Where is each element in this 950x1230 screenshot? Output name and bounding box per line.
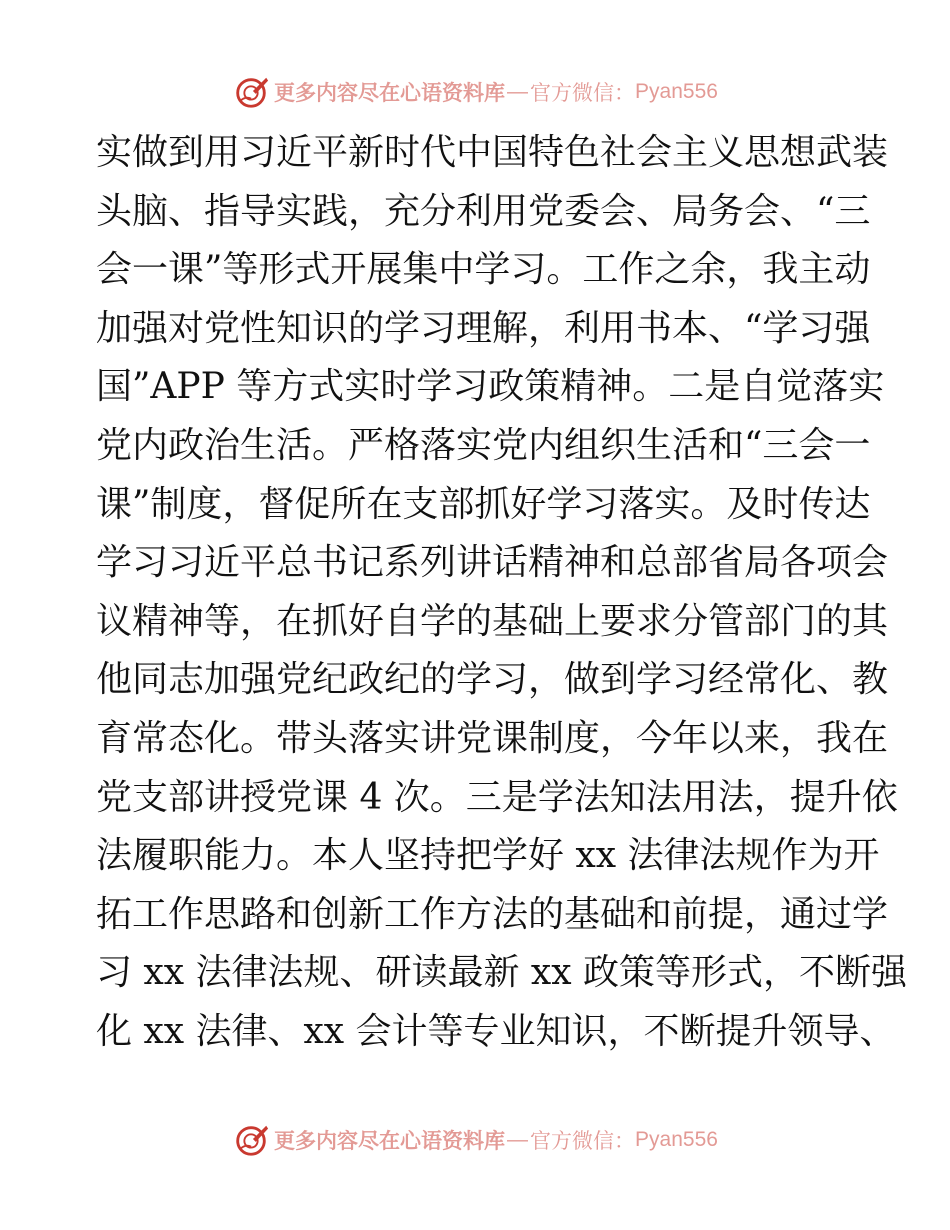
watermark-account: Pyan556: [635, 80, 718, 103]
body-line-12: 党支部讲授党课 4 次。三是学法知法用法，提升依: [96, 776, 898, 818]
watermark-dash: —: [507, 80, 529, 103]
watermark-official-label: 官方微信：: [530, 1129, 636, 1153]
body-line-8: 学习习近平总书记系列讲话精神和总部省局各项会: [96, 542, 889, 584]
body-line-11: 育常态化。带头落实讲党课制度，今年以来，我在: [96, 717, 889, 759]
body-line-2: 头脑、指导实践，充分利用党委会、局务会、“三: [96, 190, 871, 232]
body-line-16: 化 xx 法律、xx 会计等专业知识，不断提升领导、: [96, 1010, 896, 1052]
footer-watermark: [0, 1120, 950, 1160]
body-line-14: 拓工作思路和创新工作方法的基础和前提，通过学: [96, 893, 889, 935]
body-line-5: 国”APP 等方式实时学习政策精神。二是自觉落实: [96, 366, 885, 408]
document-body: [96, 124, 907, 1062]
body-line-15: 习 xx 法律法规、研读最新 xx 政策等形式，不断强: [96, 952, 907, 994]
pen-circle-logo-icon: [232, 1121, 270, 1159]
header-watermark: [0, 72, 950, 112]
watermark-account: Pyan556: [635, 1128, 718, 1151]
body-line-3: 会一课”等形式开展集中学习。工作之余，我主动: [96, 249, 871, 291]
watermark-dash: —: [507, 1128, 529, 1151]
watermark-brand: 更多内容尽在心语资料库: [274, 80, 506, 105]
body-line-9: 议精神等，在抓好自学的基础上要求分管部门的其: [96, 600, 889, 642]
body-line-7: 课”制度，督促所在支部抓好学习落实。及时传达: [96, 483, 871, 525]
body-line-6: 党内政治生活。严格落实党内组织生活和“三会一: [96, 424, 871, 466]
body-line-4: 加强对党性知识的学习理解，利用书本、“学习强: [96, 307, 871, 349]
body-line-13: 法履职能力。本人坚持把学好 xx 法律法规作为开: [96, 835, 880, 877]
watermark-official-label: 官方微信：: [530, 81, 636, 105]
body-line-10: 他同志加强党纪政纪的学习，做到学习经常化、教: [96, 659, 889, 701]
watermark-brand: 更多内容尽在心语资料库: [274, 1128, 506, 1153]
body-line-1: 实做到用习近平新时代中国特色社会主义思想武装: [96, 132, 889, 173]
pen-circle-logo-icon: [232, 73, 270, 111]
